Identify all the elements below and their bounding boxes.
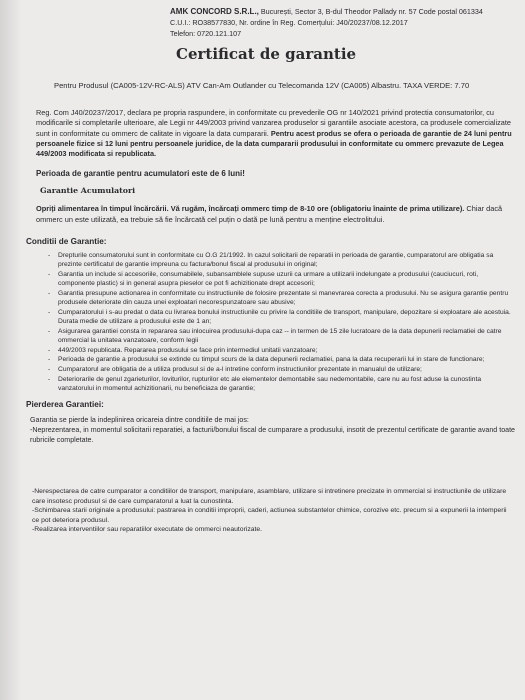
conditions-heading: Conditii de Garantie: xyxy=(26,237,107,247)
loss-line: -Schimbarea starii originale a produsului: pastrarea in conditii improprii, caderi, actiunea substantelor chimice, corozive etc. precum si a expunerii la intemperii ce pot deteriora produsul. xyxy=(32,507,507,524)
company-name: AMK CONCORD S.R.L., xyxy=(170,7,259,16)
accumulators-heading: Garantie Acumulatori xyxy=(40,186,136,196)
loss-paragraph-2 xyxy=(32,487,515,535)
company-phone: Telefon: 0720.121.107 xyxy=(170,29,242,38)
conditions-list xyxy=(18,252,515,394)
accumulators-bold-text: Opriți alimentarea în timpul încărcării. Vă rugăm, încărcați ommerc timp de 8-10 ore (obligatoriu înainte de prima utilizare). xyxy=(36,204,465,214)
list-item: - Asigurarea garantiei consta in repararea sau inlocuirea produsului-dupa caz -- in termen de 15 zile lucratoare de la data depunerii reclamatiei de catre ommercial la unitatea vanzatoare, conform legii xyxy=(48,328,515,346)
loss-line: -Realizarea interventiilor sau reparatiilor executate de ommerci neautorizate. xyxy=(32,526,263,534)
loss-heading: Pierderea Garantiei: xyxy=(26,400,104,410)
loss-line: Garantia se pierde la indeplinirea oricareia dintre conditiile de mai jos: xyxy=(30,416,249,425)
intro-bold-text: Pentru acest produs se ofera o perioada de garantie de 24 luni pentru persoanele fizice si 12 luni pentru persoanele juridice, de la data cumpararii produsului in conformitate cu ommerc prevazute de Legea 449/2003 modificata si republicata. xyxy=(36,128,512,159)
loss-line: -Nerespectarea de catre cumparator a conditiilor de transport, manipulare, asamblare, utilizare si intretinere precizate in ommercial si instructiunile de utilizare care insotesc produsul si de care cumparatorul a luat la cunostinta. xyxy=(32,488,507,505)
list-item: - Drepturile consumatorului sunt in conformitate cu O.G 21/1992. In cazul solicitarii de reparatii in perioada de garantie, cumparatorul are obligatia sa prezinte certificatul de garantie impreuna cu factura/bonul fiscal al produsului in original; xyxy=(48,252,515,270)
document-title: Certificat de garantie xyxy=(176,45,357,63)
intro-text: Reg. Com J40/20237/2017, declara pe propria raspundere, in conformitate cu prevederile OG nr 140/2021 privind protectia consumatorilor, cu modificarile si completarile ulterioare, ale Legii nr 449/2003 privind vanzarea produselor si garantiile asociate acestora, ca produsele comercializate sunt in conformitate cu ommerc de calitate in vigoare la data cumpararii. xyxy=(36,108,511,138)
list-item: - 449/2003 republicata. Repararea produsului se face prin intermediul unitatii vanzatoare; xyxy=(48,347,515,356)
company-header xyxy=(170,6,515,39)
loss-paragraph xyxy=(30,415,515,445)
accumulators-text: Chiar dacă ommerc un este utilizată, ea trebuie să fie încărcată cel puțin o dată pe lună pentru a menține electrolitului. xyxy=(36,204,503,225)
company-address: București, Sector 3, B-dul Theodor Pallady nr. 57 Code postal 061334 xyxy=(260,7,483,16)
list-item: - Cumparatorului i s-au predat o data cu livrarea bonului instructiunile cu privire la conditiile de transport, manipulare, depozitare si exploatare ale acestuia. Durata medie de utilizare a produsului este de 1 an; xyxy=(48,309,515,327)
intro-paragraph xyxy=(36,108,515,159)
loss-line: -Neprezentarea, in momentul solicitarii reparatiei, a facturii/bonului fiscal de cumparare a produsului, insotit de prezentul certificate de garantie avand toate rubricile completate. xyxy=(30,426,516,445)
page-shadow xyxy=(0,0,22,700)
accumulators-paragraph xyxy=(36,203,515,225)
list-item: - Cumparatorul are obligatia de a utiliza produsul si de a-l intretine conform instructiunilor prezentate in manualul de utilizare; xyxy=(48,366,515,375)
product-line: Pentru Produsul (CA005-12V-RC-ALS) ATV Can-Am Outlander cu Telecomanda 12V (CA005) Albastru. TAXA VERDE: 7.70 xyxy=(54,81,470,90)
battery-period-notice: Perioada de garantie pentru acumulatori este de 6 luni! xyxy=(36,169,245,179)
list-item: - Garantia presupune actionarea in conformitate cu instructiunile de folosire prezentate si manevrarea corecta a produsului. Nu se asigura garantie pentru produsele deteriorate din cauza unei exploatari necorespunzatoare sau abusive; xyxy=(48,290,515,308)
list-item: - Perioada de garantie a produsului se extinde cu timpul scurs de la data depunerii reclamatiei, pana la data recuperarii lui in stare de functionare; xyxy=(48,356,515,365)
list-item: - Deteriorarile de genul zgarieturilor, loviturilor, rupturilor etc ale elementelor demontabile sau nedemontabile, care nu au fost aduse la cunostinta vanzatorului in momentul achizitionarii, nu beneficiaza de garantie; xyxy=(48,376,515,394)
company-registration: C.U.I.: RO38577830, Nr. ordine în Reg. Comerțului: J40/20237/08.12.2017 xyxy=(170,18,408,27)
list-item: - Garantia un include si accesoriile, consumabilele, subansamblele supuse uzurii ca urmare a utilizarii indelungate a produsului (cauciucuri, roti, componente plastic) si in general asupra pieselor ce pot fi achizitionate drept accesorii; xyxy=(48,271,515,289)
